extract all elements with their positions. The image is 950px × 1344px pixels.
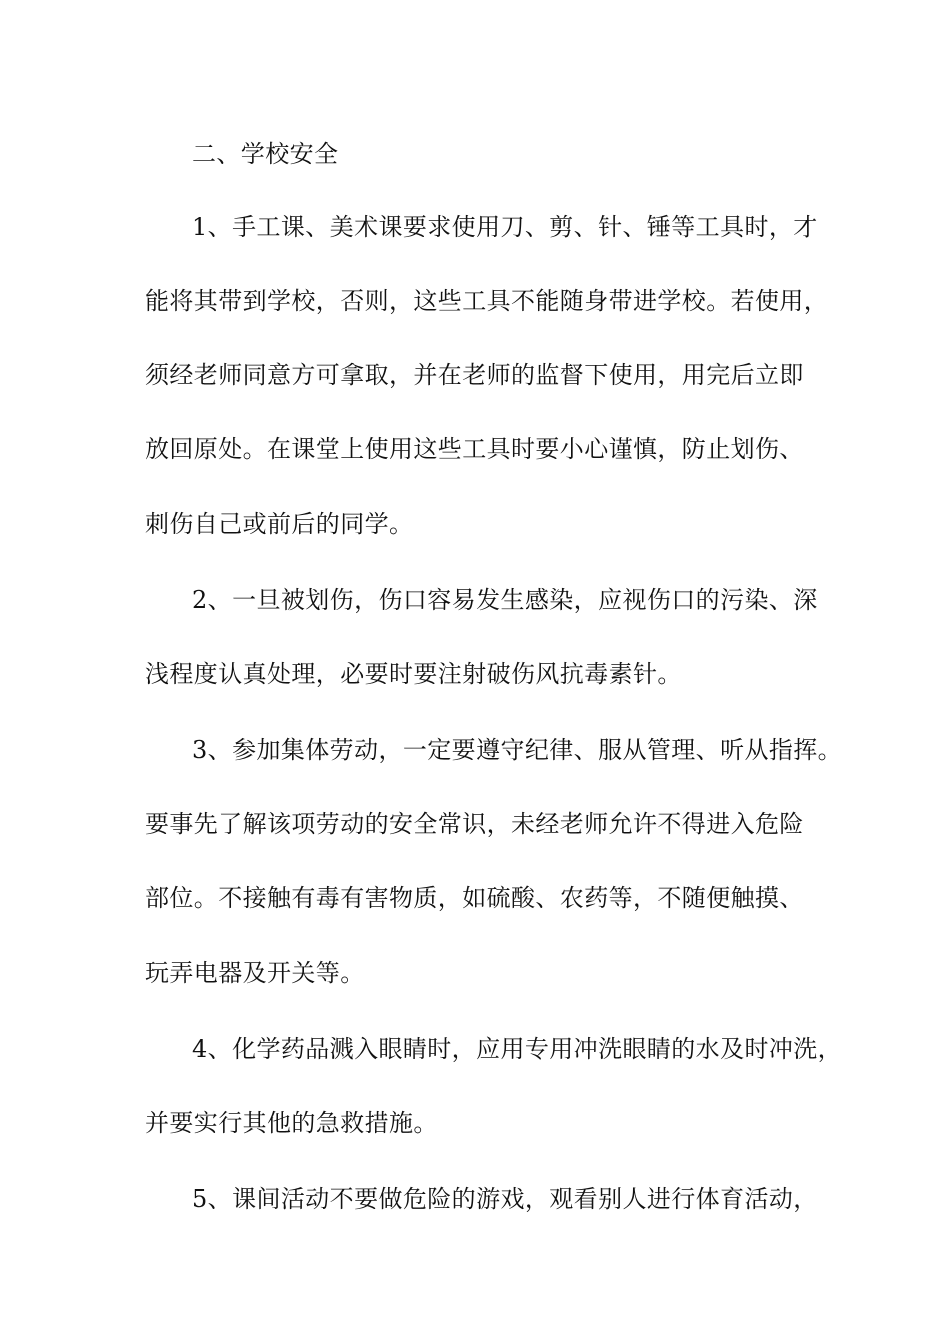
paragraph-line: 4、化学药品溅入眼睛时，应用专用冲洗眼睛的水及时冲洗， xyxy=(192,1035,843,1063)
paragraph-line: 放回原处。在课堂上使用这些工具时要小心谨慎，防止划伤、 xyxy=(145,435,804,463)
section-heading: 二、学校安全 xyxy=(192,140,339,168)
paragraph-line: 浅程度认真处理，必要时要注射破伤风抗毒素针。 xyxy=(145,660,682,688)
paragraph-line: 1、手工课、美术课要求使用刀、剪、针、锤等工具时，才 xyxy=(192,213,818,241)
paragraph-line: 能将其带到学校，否则，这些工具不能随身带进学校。若使用， xyxy=(145,287,829,315)
paragraph-line: 并要实行其他的急救措施。 xyxy=(145,1109,438,1137)
paragraph-line: 要事先了解该项劳动的安全常识，未经老师允许不得进入危险 xyxy=(145,810,804,838)
paragraph-line: 部位。不接触有毒有害物质，如硫酸、农药等，不随便触摸、 xyxy=(145,884,804,912)
paragraph-line: 3、参加集体劳动，一定要遵守纪律、服从管理、听从指挥。 xyxy=(192,736,843,764)
paragraph-line: 5、课间活动不要做危险的游戏，观看别人进行体育活动， xyxy=(192,1185,818,1213)
paragraph-line: 刺伤自己或前后的同学。 xyxy=(145,510,414,538)
paragraph-line: 玩弄电器及开关等。 xyxy=(145,959,365,987)
paragraph-line: 2、一旦被划伤，伤口容易发生感染，应视伤口的污染、深 xyxy=(192,586,818,614)
paragraph-line: 须经老师同意方可拿取，并在老师的监督下使用，用完后立即 xyxy=(145,361,804,389)
